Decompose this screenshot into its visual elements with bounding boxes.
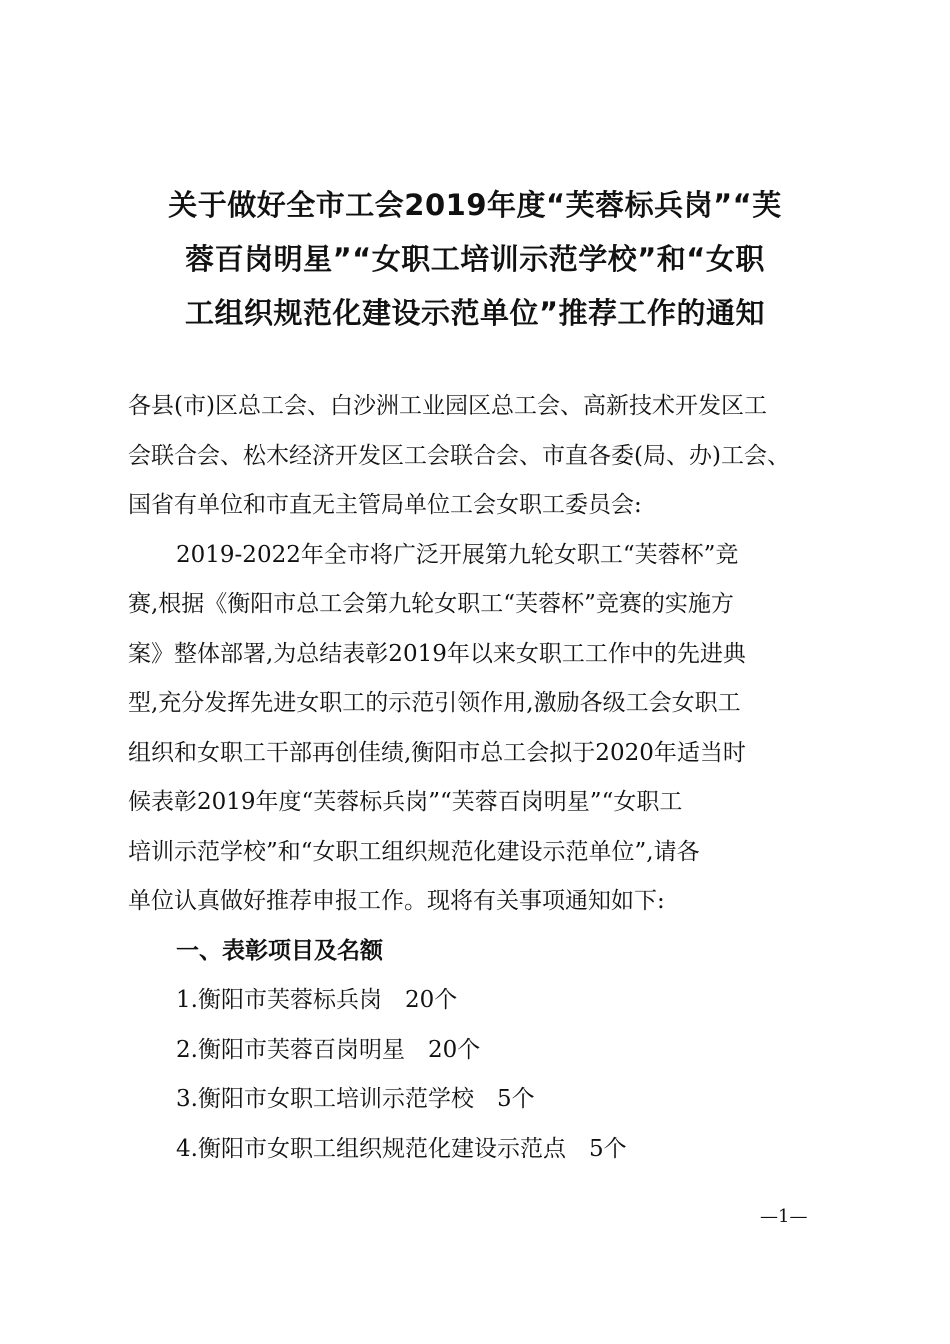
list-item: 2.衡阳市芙蓉百岗明星 20个 <box>176 1036 481 1063</box>
addressee-line: 会联合会、松木经济开发区工会联合会、市直各委(局、办)工会、 <box>128 442 790 469</box>
intro-paragraph <box>128 531 828 927</box>
paragraph-line: 型,充分发挥先进女职工的示范引领作用,激励各级工会女职工 <box>128 690 741 716</box>
title-line: 关于做好全市工会2019年度“芙蓉标兵岗”“芙 <box>168 188 782 222</box>
document-title <box>120 178 830 340</box>
section-heading: 一、表彰项目及名额 <box>176 937 383 964</box>
paragraph-line: 培训示范学校”和“女职工组织规范化建设示范单位”,请各 <box>128 838 700 865</box>
paragraph-line: 组织和女职工干部再创佳绩,衡阳市总工会拟于2020年适当时 <box>128 739 746 766</box>
paragraph-line: 赛,根据《衡阳市总工会第九轮女职工“芙蓉杯”竞赛的实施方 <box>128 591 734 617</box>
title-line: 工组织规范化建设示范单位”推荐工作的通知 <box>184 296 766 330</box>
list-item: 1.衡阳市芙蓉标兵岗 20个 <box>176 987 458 1013</box>
paragraph-line: 候表彰2019年度“芙蓉标兵岗”“芙蓉百岗明星”“女职工 <box>128 789 683 815</box>
paragraph-line: 单位认真做好推荐申报工作。现将有关事项通知如下: <box>128 888 665 914</box>
paragraph-line: 案》整体部署,为总结表彰2019年以来女职工工作中的先进典 <box>128 640 746 667</box>
addressee-line: 各县(市)区总工会、白沙洲工业园区总工会、高新技术开发区工 <box>128 393 767 419</box>
addressee <box>128 382 828 531</box>
list-item: 3.衡阳市女职工培训示范学校 5个 <box>176 1086 535 1112</box>
list-item: 4.衡阳市女职工组织规范化建设示范点 5个 <box>176 1135 627 1162</box>
paragraph-line: 2019-2022年全市将广泛开展第九轮女职工“芙蓉杯”竞 <box>176 541 739 568</box>
title-line: 蓉百岗明星”“女职工培训示范学校”和“女职 <box>185 242 765 276</box>
award-list <box>128 976 828 1174</box>
page-number: —1— <box>760 1206 808 1227</box>
addressee-line: 国省有单位和市直无主管局单位工会女职工委员会: <box>128 492 642 518</box>
document-body <box>128 382 828 1174</box>
